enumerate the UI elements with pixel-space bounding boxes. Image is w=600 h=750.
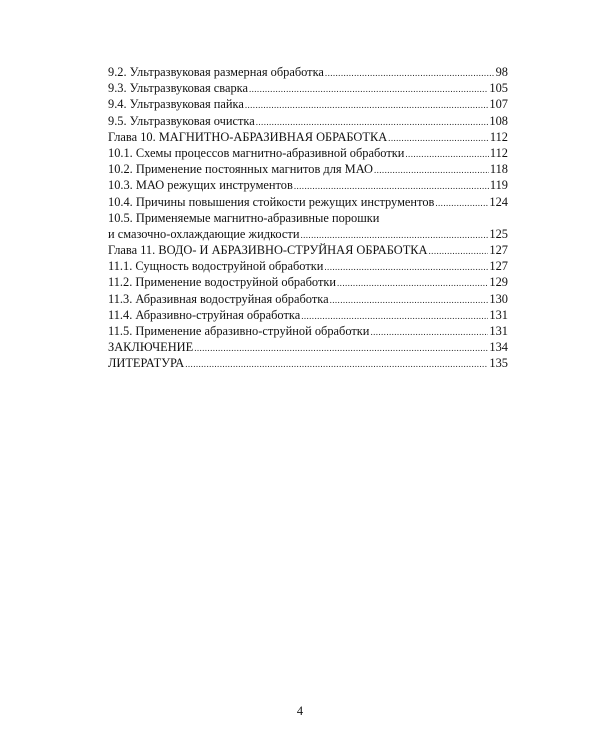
toc-entry-page: 135 xyxy=(489,356,508,371)
toc-entry-page: 107 xyxy=(489,97,508,112)
toc-dot-leader xyxy=(249,81,488,97)
toc-dot-leader xyxy=(301,308,488,324)
toc-entry xyxy=(108,113,508,129)
toc-entry xyxy=(108,96,508,112)
toc-entry xyxy=(108,258,508,274)
toc-entry-page: 131 xyxy=(489,307,508,322)
toc-entry-page: 130 xyxy=(489,291,508,306)
toc-entry-page: 98 xyxy=(495,65,508,79)
page-number: 4 xyxy=(296,704,304,718)
toc-entry-title: 11.2. Применение водоструйной обработки xyxy=(108,275,337,290)
toc-dot-leader xyxy=(388,130,489,146)
toc-dot-leader xyxy=(325,65,495,81)
toc-chapter-entry xyxy=(108,242,508,258)
toc-chapter-entry xyxy=(108,129,508,145)
toc-entry-page: 129 xyxy=(489,275,508,290)
toc-entry-title: 11.3. Абразивная водоструйная обработка xyxy=(108,291,329,306)
toc-entry-page: 118 xyxy=(489,162,508,177)
toc-entry xyxy=(108,307,508,323)
toc-entry xyxy=(108,145,508,161)
toc-entry xyxy=(108,226,508,242)
toc-dot-leader xyxy=(256,114,489,130)
toc-dot-leader xyxy=(429,243,489,259)
toc-dot-leader xyxy=(330,292,489,308)
toc-entry xyxy=(108,323,508,339)
toc-entry-title: 10.2. Применение постоянных магнитов для МАО xyxy=(108,162,373,177)
toc-dot-leader xyxy=(337,275,488,291)
toc-entry-page: 127 xyxy=(489,243,508,258)
toc-entry-title: ЗАКЛЮЧЕНИЕ xyxy=(108,340,194,355)
toc-dot-leader xyxy=(245,97,489,113)
toc-entry-page: 134 xyxy=(489,340,508,355)
toc-entry-title: 11.1. Сущность водоструйной обработки xyxy=(108,259,324,274)
toc-entry-title: и смазочно-охлаждающие жидкости xyxy=(108,226,300,241)
toc-entry-title: 10.3. МАО режущих инструментов xyxy=(108,178,293,193)
toc-dot-leader xyxy=(185,356,488,372)
toc-entry-page: 119 xyxy=(489,178,508,193)
toc-entry-page: 108 xyxy=(489,113,508,128)
toc-entry-title: 10.4. Причины повышения стойкости режущих инструментов xyxy=(108,194,435,209)
toc-entry-page: 124 xyxy=(489,194,508,209)
toc-entry-title: 11.5. Применение абразивно-струйной обработки xyxy=(108,324,370,338)
toc-entry xyxy=(108,64,508,80)
toc-entry-title: Глава 10. МАГНИТНО-АБРАЗИВНАЯ ОБРАБОТКА xyxy=(108,129,388,144)
toc-dot-leader xyxy=(370,324,488,340)
toc-dot-leader xyxy=(300,227,488,243)
toc-entry xyxy=(108,274,508,290)
toc-dot-leader xyxy=(435,195,488,211)
toc-entry-page: 105 xyxy=(489,81,508,96)
toc-dot-leader xyxy=(374,162,489,178)
toc-entry-page: 125 xyxy=(489,226,508,241)
toc-entry-title: 9.4. Ультразвуковая пайка xyxy=(108,97,244,112)
toc-entry-title: ЛИТЕРАТУРА xyxy=(108,356,185,371)
toc-entry-title: Глава 11. ВОДО- И АБРАЗИВНО-СТРУЙНАЯ ОБРАБОТКА xyxy=(108,243,428,258)
toc-entry-continued xyxy=(108,210,508,226)
toc-entry-title: 9.5. Ультразвуковая очистка xyxy=(108,113,255,128)
toc-dot-leader xyxy=(405,146,488,162)
toc-entry-page: 127 xyxy=(489,259,508,274)
toc-entry-title: 9.2. Ультразвуковая размерная обработка xyxy=(108,65,324,79)
toc-entry xyxy=(108,177,508,193)
toc-entry-title: 9.3. Ультразвуковая сварка xyxy=(108,81,248,96)
toc-entry-page: 131 xyxy=(489,324,508,338)
toc-dot-leader xyxy=(294,178,489,194)
toc-entry xyxy=(108,80,508,96)
toc-entry xyxy=(108,161,508,177)
toc-dot-leader xyxy=(324,259,488,275)
table-of-contents xyxy=(108,64,508,372)
toc-entry-title: 10.1. Схемы процессов магнитно-абразивной обработки xyxy=(108,145,405,160)
toc-entry xyxy=(108,291,508,307)
toc-section-entry xyxy=(108,339,508,355)
toc-entry-title: 10.5. Применяемые магнитно-абразивные порошки xyxy=(108,210,380,225)
toc-entry-page: 112 xyxy=(489,129,508,144)
toc-entry-title: 11.4. Абразивно-струйная обработка xyxy=(108,307,301,322)
toc-entry-page: 112 xyxy=(489,145,508,160)
toc-dot-leader xyxy=(194,340,488,356)
toc-section-entry xyxy=(108,355,508,371)
toc-entry xyxy=(108,194,508,210)
